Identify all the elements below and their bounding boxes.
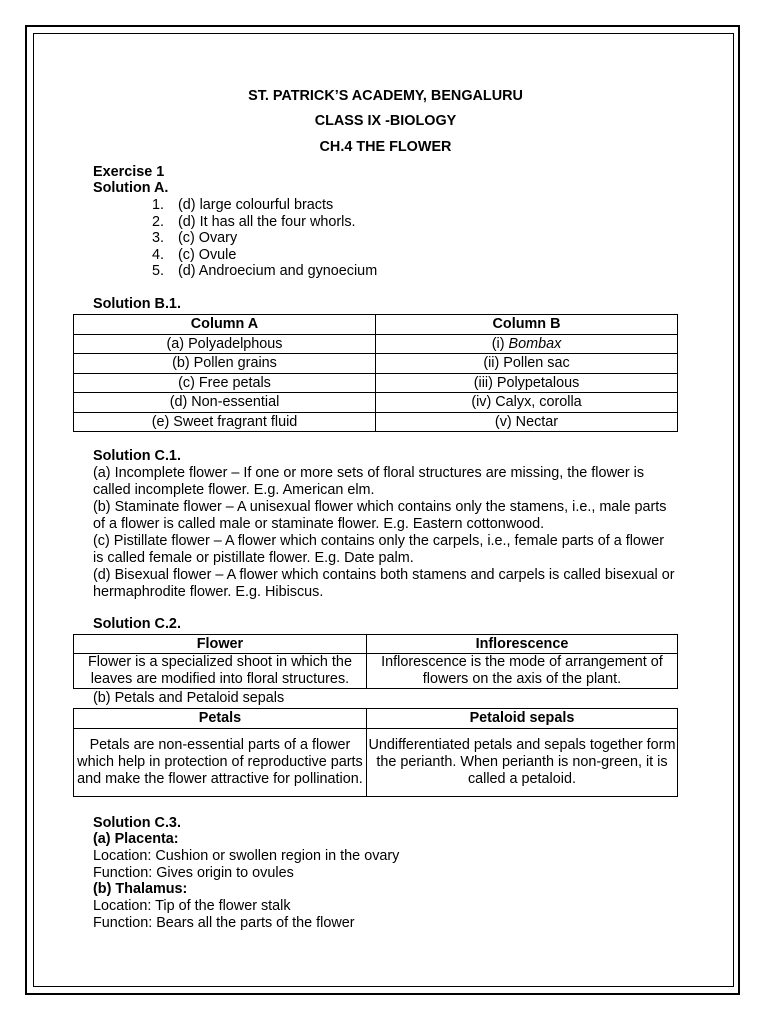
list-item: 3. (c) Ovary bbox=[152, 230, 238, 247]
table-row: (d) Non-essential (iv) Calyx, corolla bbox=[74, 393, 678, 413]
list-item: 4. (c) Ovule bbox=[152, 246, 237, 263]
placenta-location: Location: Cushion or swollen region in the ovary bbox=[93, 848, 400, 864]
petals-sepals-table bbox=[73, 708, 678, 797]
column-a-header: Column A bbox=[74, 315, 376, 335]
c1-paragraph-d: (d) Bisexual flower – A flower which contains both stamens and carpels is called bisexual or hermaphrodite flower. E.g. Hibiscus. bbox=[93, 567, 675, 600]
solution-a-list bbox=[93, 197, 678, 280]
match-table bbox=[73, 314, 678, 432]
table-row: (c) Free petals (iii) Polypetalous bbox=[74, 373, 678, 393]
flower-inflorescence-table bbox=[73, 634, 678, 689]
column-b-header: Column B bbox=[376, 315, 678, 335]
list-item: 1. (d) large colourful bracts bbox=[152, 197, 334, 213]
solution-c3-heading: Solution C.3. bbox=[93, 815, 181, 831]
solution-c1-heading: Solution C.1. bbox=[93, 448, 181, 464]
table-row: (a) Polyadelphous (i) Bombax bbox=[74, 334, 678, 354]
solution-c2-heading: Solution C.2. bbox=[93, 616, 181, 632]
c1-paragraph-c: (c) Pistillate flower – A flower which contains only the carpels, i.e., female parts of a flower is called female or pistillate flower. E.g. Date palm. bbox=[93, 533, 665, 566]
list-item: 5. (d) Androecium and gynoecium bbox=[152, 263, 378, 280]
placenta-function: Function: Gives origin to ovules bbox=[93, 865, 294, 881]
solution-b1-heading: Solution B.1. bbox=[93, 296, 181, 312]
table-row: Flower is a specialized shoot in which the leaves are modified into floral structures. Inflorescence is the mode of arrangement of flowers on the axis of the plant. bbox=[74, 654, 678, 689]
thalamus-location: Location: Tip of the flower stalk bbox=[93, 898, 291, 914]
school-title: ST. PATRICK’S ACADEMY, BENGALURU bbox=[248, 88, 523, 104]
thalamus-function: Function: Bears all the parts of the flower bbox=[93, 915, 355, 931]
petaloid-sepals-header: Petaloid sepals bbox=[366, 709, 677, 729]
class-title: CLASS IX -BIOLOGY bbox=[314, 113, 457, 129]
flower-header: Flower bbox=[74, 635, 367, 654]
c1-paragraph-b: (b) Staminate flower – A unisexual flower which contains only the stamens, i.e., male parts of a flower is called male or staminate flower. E.g. Eastern cottonwood. bbox=[93, 499, 667, 532]
c2-subheading-b: (b) Petals and Petaloid sepals bbox=[93, 690, 285, 706]
petals-header: Petals bbox=[74, 709, 367, 729]
table-row: Petals are non-essential parts of a flower which help in protection of reproductive parts and make the flower attractive for pollination. Undifferentiated petals and sepals together form the perianth. When perianth is non-green, it is called a petaloid. bbox=[74, 729, 678, 797]
exercise-heading: Exercise 1 bbox=[93, 164, 165, 180]
solution-a-heading: Solution A. bbox=[93, 180, 169, 196]
table-row: (b) Pollen grains (ii) Pollen sac bbox=[74, 354, 678, 374]
thalamus-heading: (b) Thalamus: bbox=[93, 881, 188, 897]
list-item: 2. (d) It has all the four whorls. bbox=[152, 213, 356, 230]
c1-paragraph-a: (a) Incomplete flower – If one or more sets of floral structures are missing, the flower is called incomplete flower. E.g. American elm. bbox=[93, 465, 645, 498]
chapter-title: CH.4 THE FLOWER bbox=[319, 139, 452, 155]
placenta-heading: (a) Placenta: bbox=[93, 831, 179, 847]
inflorescence-header: Inflorescence bbox=[366, 635, 677, 654]
table-row: (e) Sweet fragrant fluid (v) Nectar bbox=[74, 412, 678, 432]
